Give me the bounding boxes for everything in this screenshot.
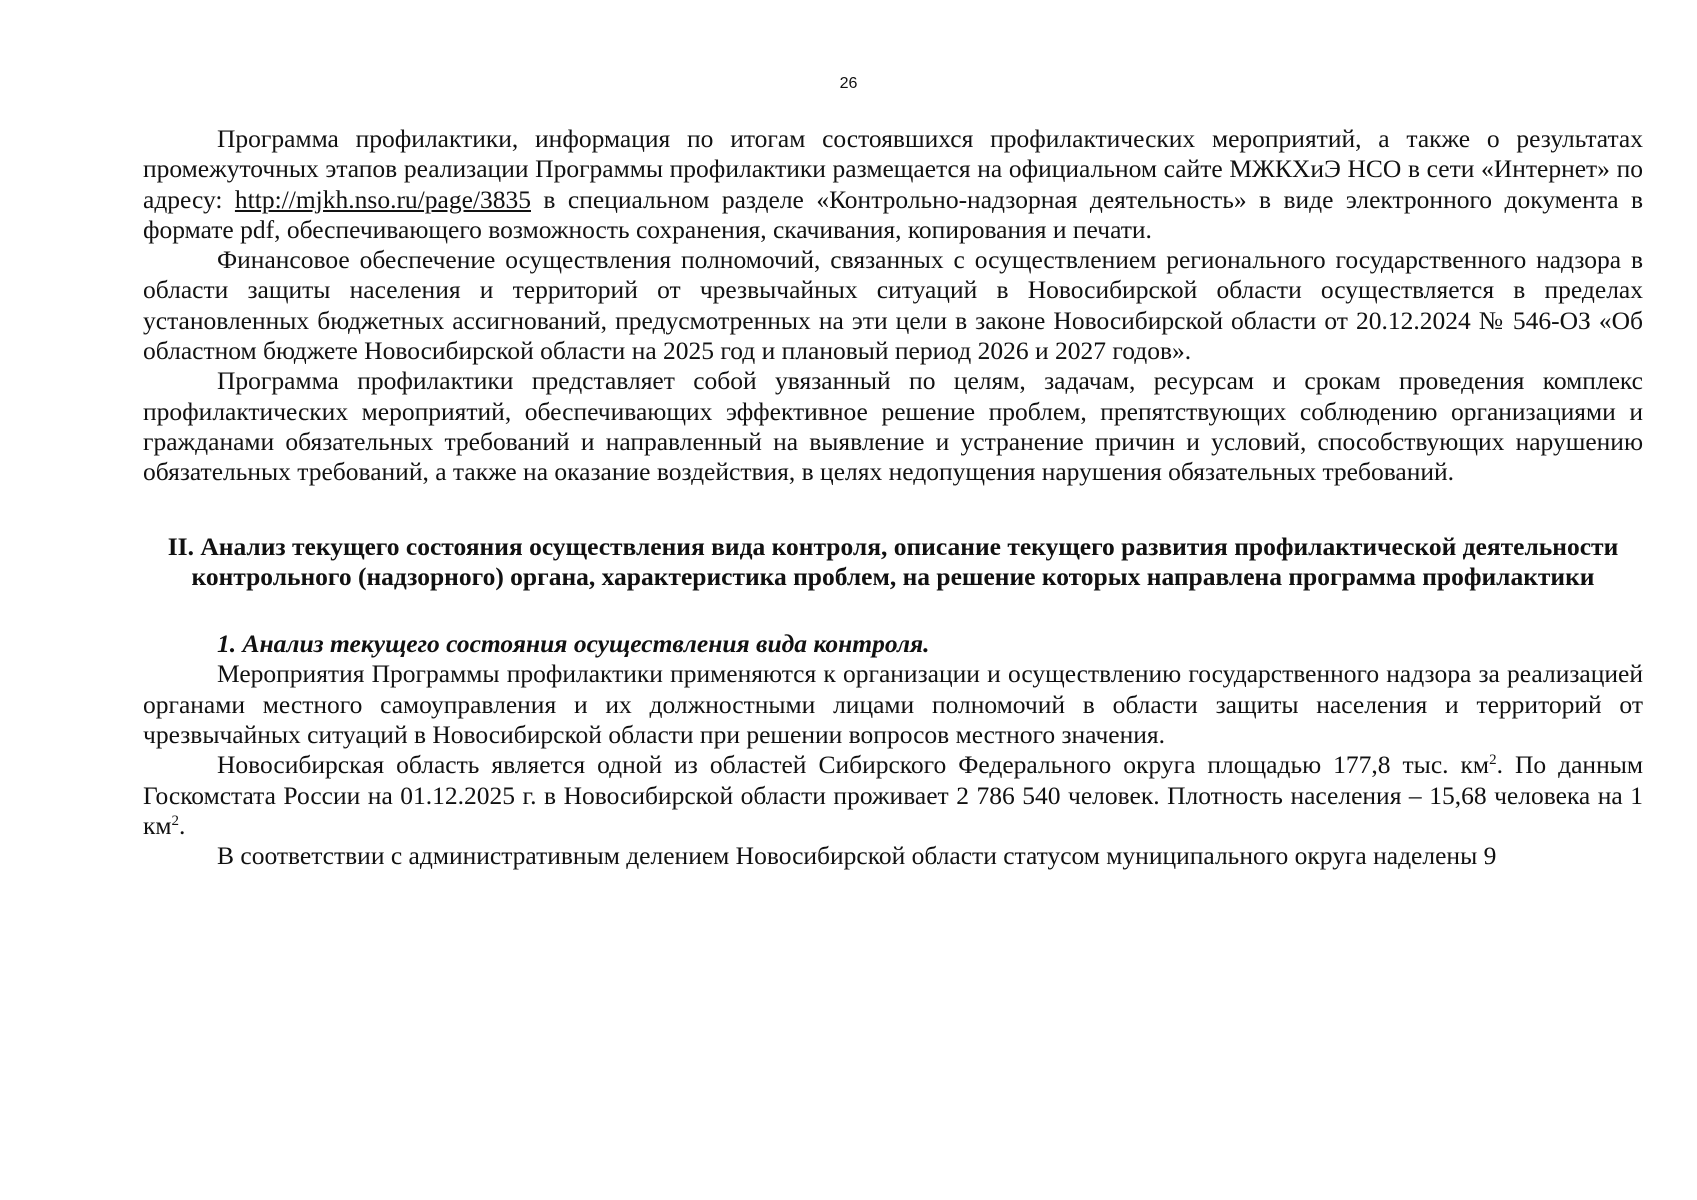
paragraph-region-statistics	[143, 750, 1643, 841]
page-number: 26	[839, 75, 858, 92]
superscript: 2	[171, 812, 180, 829]
superscript: 2	[1489, 752, 1497, 769]
document-body	[143, 124, 1643, 872]
paragraph-text: Новосибирская область является одной из областей Сибирского Федерального округа площадью 177,8 тыс. км	[217, 750, 1490, 780]
section-heading: II. Анализ текущего состояния осуществления вида контроля, описание текущего развития профилактической деятельности контрольного (надзорного) органа, характеристика проблем, на решение которых направлена программа профилактики	[167, 531, 1619, 591]
paragraph-text: . По данным Госкомстата России на 01.12.2025 г. в Новосибирской области проживает 2 786 540 человек. Плотность населения – 15,68 человека на 1 км	[143, 750, 1643, 840]
paragraph-text: Программа профилактики, информация по итогам состоявшихся профилактических мероприятий, а также о результатах промежуточных этапов реализации Программы профилактики размещается на официальном сайте МЖКХиЭ НСО в сети «Интернет» по адресу:	[143, 124, 1643, 214]
website-link[interactable]: http://mjkh.nso.ru/page/3835	[234, 184, 531, 214]
paragraph-program-measures: Мероприятия Программы профилактики применяются к организации и осуществлению государственного надзора за реализацией органами местного самоуправления и их должностными лицами полномочий в области защиты населения и территорий от чрезвычайных ситуаций в Новосибирской области при решении вопросов местного значения.	[143, 659, 1643, 750]
paragraph-financing: Финансовое обеспечение осуществления полномочий, связанных с осуществлением регионального государственного надзора в области защиты населения и территорий от чрезвычайных ситуаций в Новосибирской области осуществляется в пределах установленных бюджетных ассигнований, предусмотренных на эти цели в законе Новосибирской области от 20.12.2024 № 546-ОЗ «Об областном бюджете Новосибирской области на 2025 год и плановый период 2026 и 2027 годов».	[143, 245, 1643, 366]
paragraph-program-publication	[143, 124, 1643, 245]
paragraph-program-description: Программа профилактики представляет собой увязанный по целям, задачам, ресурсам и срокам проведения комплекс профилактических мероприятий, обеспечивающих эффективное решение проблем, препятствующих соблюдению организациями и гражданами обязательных требований и направленный на выявление и устранение причин и условий, способствующих нарушению обязательных требований, а также на оказание воздействия, в целях недопущения нарушения обязательных требований.	[143, 366, 1643, 487]
subsection-heading: 1. Анализ текущего состояния осуществления вида контроля.	[217, 629, 930, 659]
paragraph-text: в специальном разделе «Контрольно-надзорная деятельность» в виде электронного документа в формате pdf, обеспечивающего возможность сохранения, скачивания, копирования и печати.	[143, 184, 1643, 244]
paragraph-text: .	[179, 810, 186, 840]
paragraph-administrative-division: В соответствии с административным делением Новосибирской области статусом муниципального округа наделены 9	[217, 841, 1497, 871]
